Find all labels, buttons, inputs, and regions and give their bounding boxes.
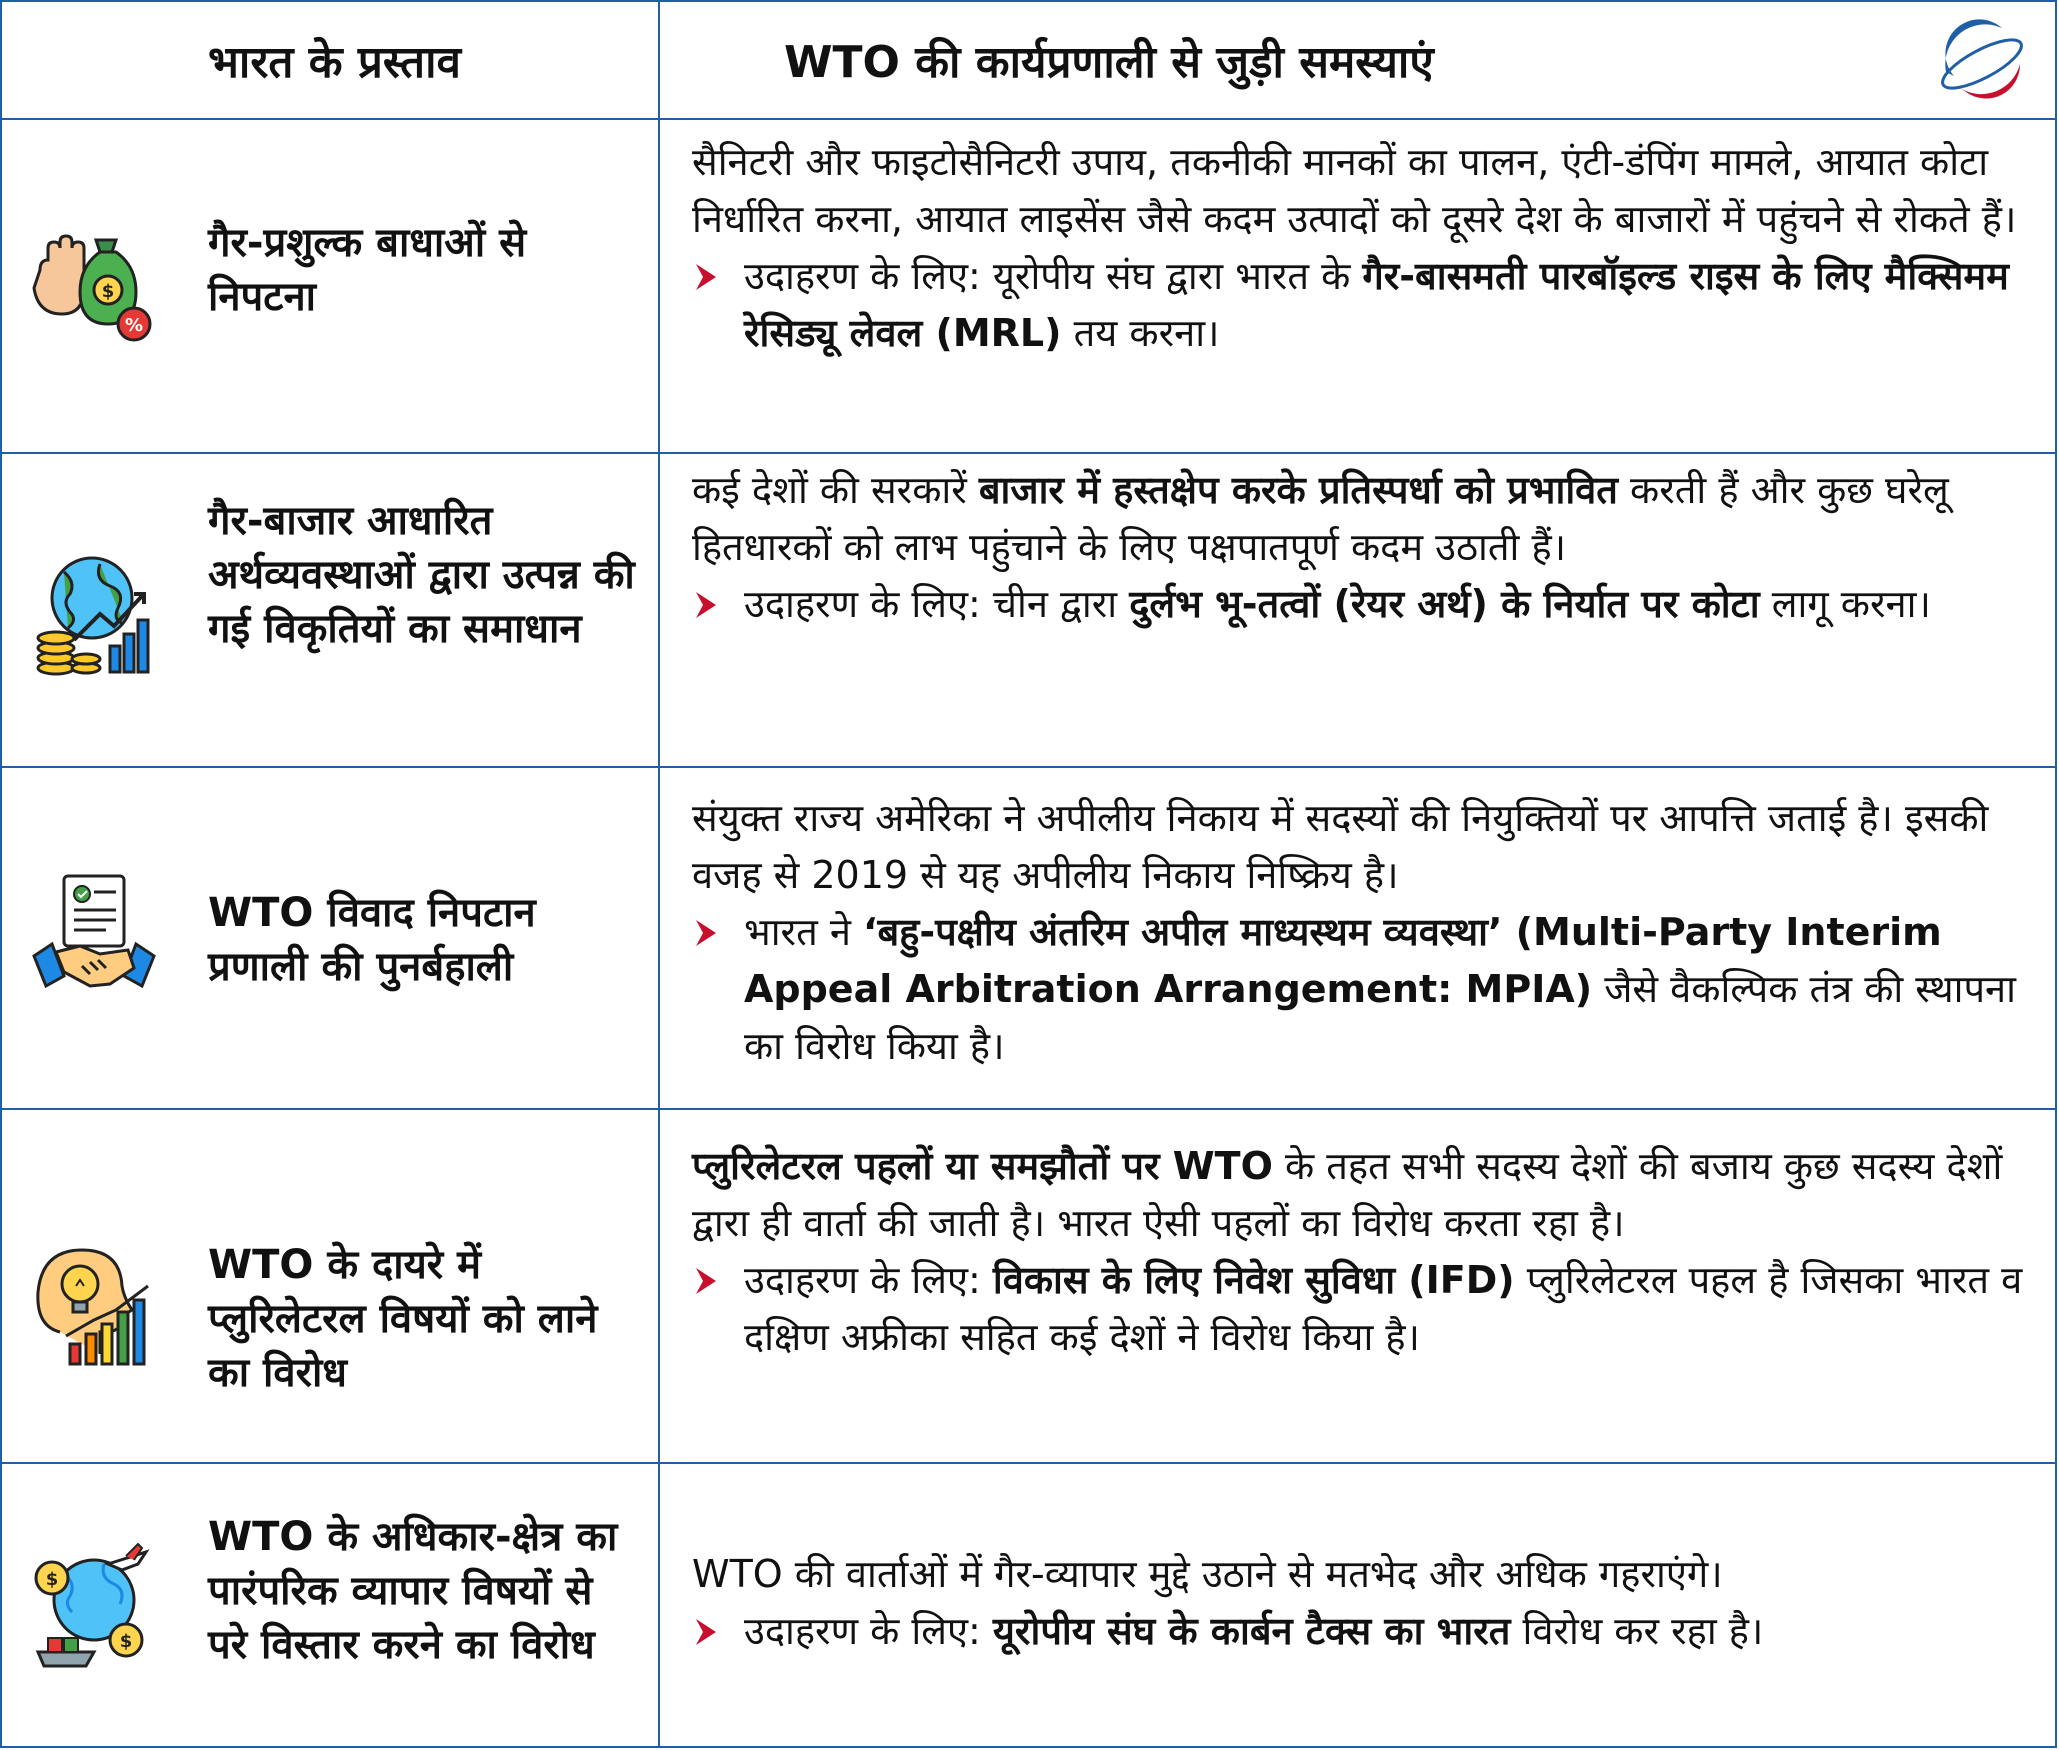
chevron-right-icon [694,262,718,292]
example-bold-text: गैर-बासमती पारबॉइल्ड राइस के लिए मैक्सिमम रेसिड्यू लेवल (MRL) [744,254,2009,355]
problem-text-end: करती हैं और कुछ घरेलू हितधारकों को लाभ पहुंचाने के लिए पक्षपातपूर्ण कदम उठाती हैं। [692,468,1949,569]
example-bullet [692,904,2042,1075]
row-dispute-settlement [0,768,2057,1108]
example-bold-text: ‘बहु-पक्षीय अंतरिम अपील माध्यस्थम व्यवस्था’ (Multi-Party Interim Appeal Arbitration Arrangement: MPIA) [744,910,1942,1011]
proposal-title: गैर-प्रशुल्क बाधाओं से निपटना [208,220,527,320]
problem-text [692,462,2042,576]
example-text-end: तय करना। [1061,311,1220,355]
proposal-title: WTO विवाद निपटान प्रणाली की पुनर्बहाली [208,890,536,990]
globe-coins-chart-icon [30,550,158,678]
chevron-right-icon [694,590,718,620]
example-bold-text: विकास के लिए निवेश सुविधा (IFD) [992,1258,1515,1302]
example-text-end: प्लुरिलेटरल पहल है जिसका भारत व दक्षिण अफ्रीका सहित कई देशों ने विरोध किया है। [744,1258,2023,1359]
money-bag-stop-hand-icon [30,220,158,348]
row-non-market-economies [0,454,2057,766]
brand-logo-icon [1932,14,2032,114]
example-text: उदाहरण के लिए: चीन द्वारा [744,582,1130,626]
problem-text: सैनिटरी और फाइटोसैनिटरी उपाय, तकनीकी मानकों का पालन, एंटी-डंपिंग मामले, आयात कोटा निर्धारित करना, आयात लाइसेंस जैसे कदम उत्पादों को दूसरे देश के बाजारों में पहुंचने से रोकते हैं। [692,140,2017,241]
example-text: उदाहरण के लिए: [744,1609,993,1653]
row-non-trade-issues [0,1464,2057,1748]
header-left: भारत के प्रस्ताव [208,37,461,88]
example-text: उदाहरण के लिए: यूरोपीय संघ द्वारा भारत के [744,254,1363,298]
header-right: WTO की कार्यप्रणाली से जुड़ी समस्याएं [784,37,1434,88]
example-text-end: लागू करना। [1759,582,1931,626]
handshake-document-icon [30,872,158,1000]
svg-text:$: $ [101,281,115,302]
row-non-tariff-barriers [0,120,2057,452]
example-bullet [692,1252,2042,1366]
chevron-right-icon [694,1266,718,1296]
example-text-end: विरोध कर रहा है। [1510,1609,1764,1653]
example-text: उदाहरण के लिए: [744,1258,993,1302]
example-bullet [692,248,2042,362]
problem-bold-text: बाजार में हस्तक्षेप करके प्रतिस्पर्धा को प्रभावित [978,468,1618,512]
problem-text-end: के तहत सभी सदस्य देशों की बजाय कुछ सदस्य देशों द्वारा ही वार्ता की जाती है। भारत ऐसी पहलों का विरोध करता रहा है। [692,1144,2003,1245]
problem-description [692,134,2042,362]
problem-description [692,1138,2042,1366]
chevron-right-icon [694,918,718,948]
proposal-title: WTO के दायरे में प्लुरिलेटरल विषयों को लाने का विरोध [208,1242,598,1396]
problem-description [692,1546,2042,1660]
example-text: भारत ने [744,910,864,954]
example-text-end: जैसे वैकल्पिक तंत्र की स्थापना का विरोध किया है। [744,967,2016,1068]
problem-text: संयुक्त राज्य अमेरिका ने अपीलीय निकाय में सदस्यों की नियुक्तियों पर आपत्ति जताई है। इसकी वजह से 2019 से यह अपीलीय निकाय निष्क्रिय है। [692,796,1989,897]
globe-trade-ship-plane-icon [30,1542,158,1670]
example-bullet [692,1603,2042,1660]
problem-bold-text: प्लुरिलेटरल पहलों या समझौतों पर WTO [692,1144,1273,1188]
problem-description [692,790,2042,1075]
example-bullet [692,576,2042,633]
example-bold-text: दुर्लभ भू-तत्वों (रेयर अर्थ) के निर्यात पर कोटा [1129,582,1760,626]
problem-text-start: कई देशों की सरकारें [692,468,979,512]
svg-text:$: $ [119,1631,133,1652]
problem-description [692,462,2042,633]
problem-text: WTO की वार्ताओं में गैर-व्यापार मुद्दे उठाने से मतभेद और अधिक गहराएंगे। [692,1552,1723,1596]
chevron-right-icon [694,1617,718,1647]
proposal-title: गैर-बाजार आधारित अर्थव्यवस्थाओं द्वारा उत्पन्न की गई विकृतियों का समाधान [208,498,635,652]
row-plurilateral [0,1110,2057,1462]
proposal-title: WTO के अधिकार-क्षेत्र का पारंपरिक व्यापार विषयों से परे विस्तार करने का विरोध [208,1514,618,1668]
svg-text:$: $ [45,1569,59,1590]
svg-text:%: % [124,315,144,336]
example-bold-text: यूरोपीय संघ के कार्बन टैक्स का भारत [992,1609,1511,1653]
problem-text [692,1138,2042,1252]
head-bulb-growth-icon [30,1240,158,1368]
